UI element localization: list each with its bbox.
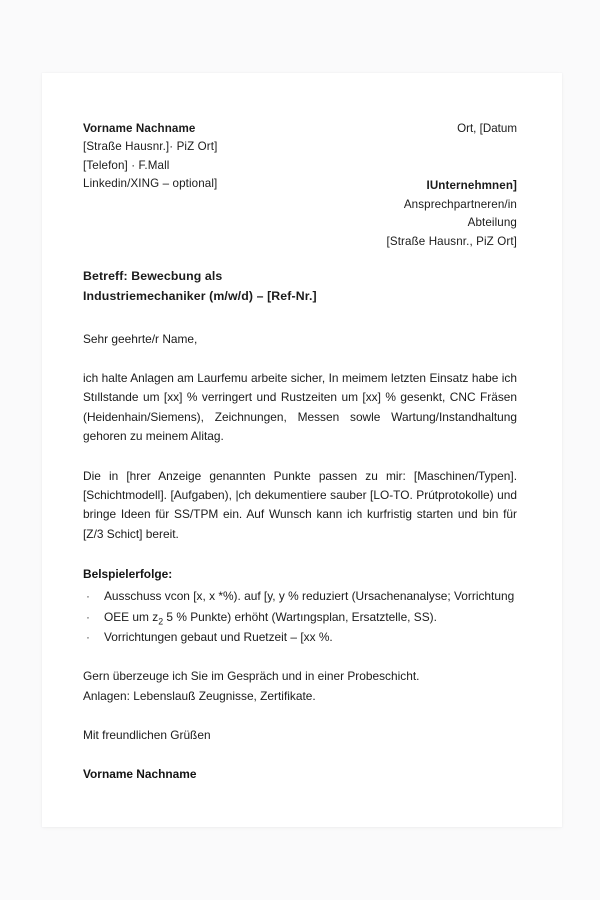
sender-social: Linkedin/XING – optional]	[83, 177, 218, 191]
sender-address: [Straße Hausnr.]· PiZ Ort]	[83, 140, 218, 154]
signature-name: Vorname Nachname	[83, 766, 197, 781]
recipient-company: IUnternehmnen]	[426, 179, 517, 193]
list-item-text: Ausschuss vcon [x, x *%). auf [y, y % reduziert (Ursachenanalyse; Vorrichtung	[104, 589, 515, 604]
list-item	[83, 587, 517, 606]
body-paragraph-2-text: Die in [hrer Anzeige genannten Punkte passen zu mir: [Maschinen/Typen]. [Schichtmodell]. [Aufgaben), |ch dekumentiere sauber [LO-TO. Prútprotokolle) und bringe Ideen für SS/TPM ein. Auf Wunsch kann ich kurfristig starten und bin für [Z/3 Schict] bereit.	[83, 468, 517, 541]
bullet-dot-icon: ·	[86, 630, 90, 645]
letter-sheet	[42, 73, 562, 827]
subject-line-2: Industriemechaniker (m/w/d) – [Ref-Nr.]	[83, 289, 317, 303]
body-paragraph-1-text: ich halte Anlagen am Laurfemu arbeite sicher, In meimem letzten Einsatz habe ich Stıllstande um [xx] % verringert und Rustzeiten um [xx] % gesenkt, CNC Fräsen (Heidenhain/Siemens), Zeichnungen, Messen sowle Wartung/Instandhaltung gehoren zu meinem Alitag.	[83, 371, 517, 444]
subject-line-1: Betreff: Bewecbung als	[83, 269, 223, 283]
letterhead	[83, 120, 517, 250]
recipient-column	[387, 120, 517, 251]
body-paragraph-1	[83, 369, 517, 447]
letter-content	[83, 120, 517, 784]
closing-block	[83, 667, 517, 706]
regards-line: Mit freundlichen Grüßen	[83, 728, 211, 743]
date-line: Ort, [Datum	[457, 122, 517, 135]
list-item	[83, 628, 517, 647]
recipient-block	[387, 177, 517, 251]
list-item-text: OEE um z	[104, 609, 159, 624]
sender-contact: [Telefon] · F.Mall	[83, 158, 170, 172]
achievements-list	[83, 587, 517, 647]
recipient-contact-person: Ansprechpartneren/in	[403, 197, 517, 211]
salutation: Sehr geehrte/r Name,	[83, 332, 198, 346]
sender-name: Vorname Nachname	[83, 122, 196, 135]
recipient-department: Abteilung	[467, 216, 517, 230]
closing-line-2: Anlagen: Lebenslauß Zeugnisse, Zertifikate.	[83, 688, 316, 703]
closing-line-1: Gern überzeuge ich Sie im Gespräch und in einer Probeschicht.	[83, 669, 420, 684]
body-paragraph-2	[83, 467, 517, 545]
list-item-subscript: 2	[158, 616, 164, 627]
list-item-text: Vorrichtungen gebaut und Ruetzeit – [xx %.	[104, 630, 333, 645]
subject-block	[83, 266, 517, 306]
bullet-dot-icon: ·	[86, 609, 90, 624]
sender-block	[83, 120, 217, 194]
list-item	[83, 608, 517, 627]
recipient-address: [Straße Hausnr., PiZ Ort]	[386, 234, 517, 248]
list-item-text-tail: 5 % Punkte) erhöht (Wartıngsplan, Ersatztelle, SS).	[163, 609, 437, 624]
bullet-dot-icon: ·	[86, 589, 90, 604]
achievements-heading: Belspielerfolge:	[83, 567, 173, 582]
